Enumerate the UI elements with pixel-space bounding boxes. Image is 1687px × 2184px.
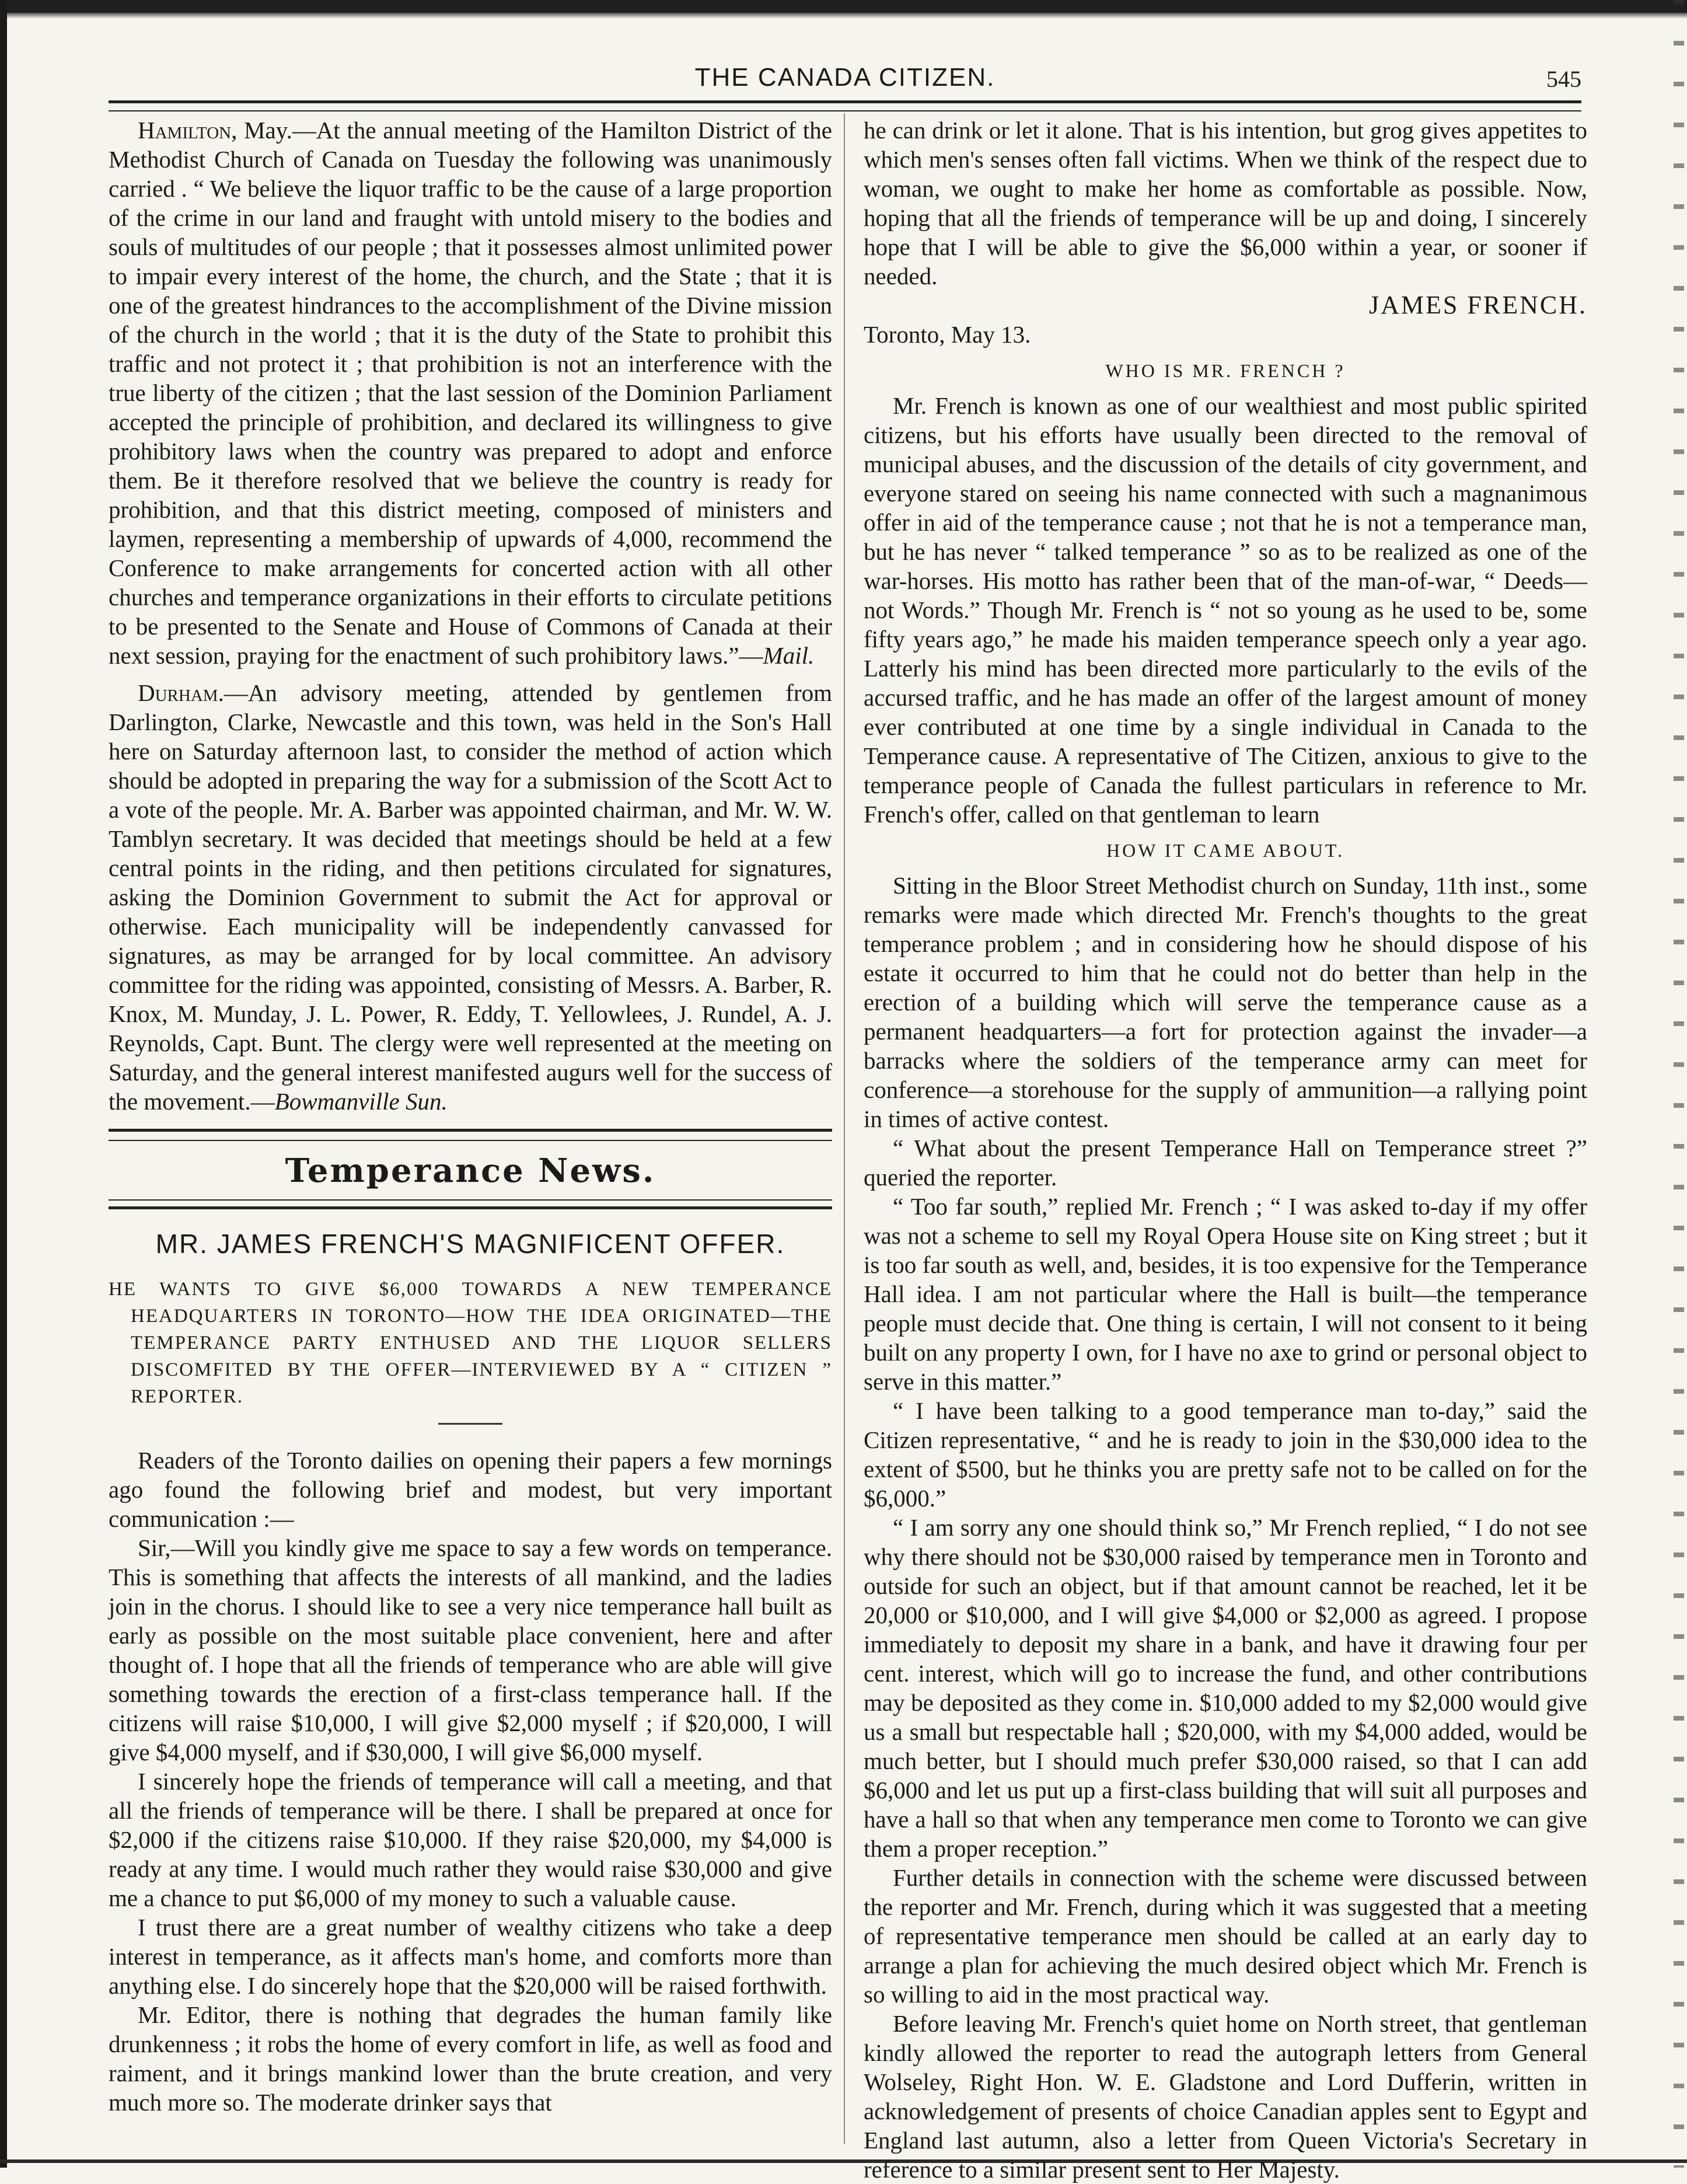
scan-top-shadow — [0, 13, 1687, 19]
section-rule-top — [109, 1129, 832, 1141]
subhead-who-is: WHO IS MR. FRENCH ? — [1105, 360, 1346, 381]
durham-paragraph — [109, 678, 832, 1116]
paragraph-lead: Durham — [138, 679, 218, 706]
letter-continuation: he can drink or let it alone. That is his intention, but grog gives appetites to which men's senses often fall victims. When we think of the respect due to woman, we ought to make her home as comfortable as possible. Now, hoping that all the friends of temperance will be up and doing, I sincerely hope that I will be able to give the $6,000 within a year, or sooner if needed. — [864, 117, 1587, 289]
subhead-how-it-came: HOW IT CAME ABOUT. — [1106, 840, 1344, 861]
header-double-rule — [109, 100, 1581, 111]
paragraph-source: Mail. — [763, 642, 815, 669]
body-paragraph: Sitting in the Bloor Street Methodist church on Sunday, 11th inst., some remarks were made which directed Mr. French's thoughts to the great temperance problem ; and in considering how he should dispose of his estate it occurred to him that he could not do better than help in the erection of a building which will serve the temperance cause as a permanent headquarters—a fort for protection against the invader—a barracks where the soldiers of the temperance army can meet for conference—a storehouse for the supply of ammunition—a rallying point in times of active contest. — [864, 872, 1587, 1132]
letter-paragraph: Mr. Editor, there is nothing that degrades the human family like drunkenness ; it robs the home of every comfort in life, as well as food and raiment, and it brings mankind lower than the brute creation, and very much more so. The moderate drinker says that — [109, 2001, 832, 2116]
hamilton-paragraph — [109, 116, 832, 670]
scan-right-edge — [1674, 0, 1684, 2168]
page-number: 545 — [1546, 66, 1581, 92]
body-paragraph: Further details in connection with the scheme were discussed between the reporter and Mr. French, during which it was suggested that a meeting of representative temperance men should be called at an early day to arrange a plan for achieving the much desired object which Mr. French is so willing to aid in the most practical way. — [864, 1864, 1587, 2008]
left-column — [109, 116, 832, 2117]
letter-paragraph: I trust there are a great number of wealthy citizens who take a deep interest in temperance, as it affects man's home, and comforts more than anything else. I do sincerely hope that the $20,000 will be raised forthwith. — [109, 1914, 832, 1999]
body-paragraph: Before leaving Mr. French's quiet home on North street, that gentleman kindly allowed the reporter to read the autograph letters from General Wolseley, Right Hon. W. E. Gladstone and Lord Dufferin, written in acknowledgement of presents of choice Canadian apples sent to Egypt and England last autumn, also a letter from Queen Victoria's Secretary in reference to a similar present sent to Her Majesty. — [864, 2010, 1587, 2183]
journal-title: THE CANADA CITIZEN. — [694, 63, 996, 92]
body-paragraph: Mr. French is known as one of our wealthiest and most public spirited citizens, but his efforts have usually been directed to the removal of municipal abuses, and the discussion of the details of city government, and everyone stared on seeing his name connected with such a magnanimous offer in aid of the temperance cause ; not that he is not a temperance man, but he has never “ talked temperance ” so as to be realized as one of the war-horses. His motto has rather been that of the man-of-war, “ Deeds—not Words.” Though Mr. French is “ not so young as he used to be, some fifty years ago,” he made his maiden temperance speech only a year ago. Latterly his mind has been directed more particularly to the evils of the accursed traffic, and he has made an offer of the largest amount of money ever contributed at one time by a single individual in Canada to the Temperance cause. A representative of The Citizen, anxious to give to the temperance people of Canada the fullest particulars in reference to Mr. French's offer, called on that gentleman to learn — [864, 392, 1587, 828]
article-deck: HE WANTS TO GIVE $6,000 TOWARDS A NEW TEMPERANCE HEADQUARTERS IN TORONTO—HOW THE IDEA ORIGINATED—THE TEMPERANCE PARTY ENTHUSED AND THE LIQUOR SELLERS DISCOMFITED BY THE OFFER—INTERVIEWED BY A “ CITIZEN ” REPORTER. — [109, 1279, 832, 1407]
body-paragraph: “ I am sorry any one should think so,” Mr French replied, “ I do not see why there should not be $30,000 raised by temperance men in Toronto and outside for such an object, but if that amount cannot be reached, let it be 20,000 or $10,000, and I will give $4,000 or $2,000 as agreed. I propose immediately to deposit my share in a bank, and have it drawing four per cent. interest, which will go to increase the fund, and other contributions may be deposited as they come in. $10,000 added to my $2,000 would give us a small but respectable hall ; $20,000, with my $4,000 added, would be much better, but I should much prefer $30,000 raised, so that I can add $6,000 and let us put up a first-class building that will suit all purposes and have a hall so that when any temperance men come to Toronto we can give them a proper reception.” — [864, 1514, 1587, 1862]
body-paragraph: “ I have been talking to a good temperance man to-day,” said the Citizen representative, “ and he is ready to join in the $30,000 idea to the extent of $500, but he thinks you are pretty safe not to be called on for the $6,000.” — [864, 1397, 1587, 1512]
letter-paragraph: Sir,—Will you kindly give me space to say a few words on temperance. This is something that affects the interests of all mankind, and the ladies join in the chorus. I should like to see a very nice temperance hall built as early as possible on the most suitable place convenient, here and after thought of. I hope that all the friends of temperance who are able will give something towards the erection of a first-class temperance hall. If the citizens will raise $10,000, I will give $2,000 myself ; if $20,000, I will give $4,000 myself, and if $30,000, I will give $6,000 myself. — [109, 1534, 832, 1766]
section-rule-bottom — [109, 1199, 832, 1209]
scan-left-edge — [0, 0, 7, 2168]
paragraph-source: Bowmanville Sun. — [274, 1088, 448, 1115]
running-head — [109, 63, 1581, 104]
article-title: MR. JAMES FRENCH'S MAGNIFICENT OFFER. — [155, 1229, 785, 1259]
column-divider — [844, 113, 845, 2144]
letter-paragraph: I sincerely hope the friends of temperance will call a meeting, and that all the friends of temperance will be there. I shall be prepared at once for $2,000 if the citizens raise $10,000. If they raise $20,000, my $4,000 is ready at any time. I would much rather they would raise $30,000 and give me a chance to put $6,000 of my money to such a valuable cause. — [109, 1768, 832, 1911]
deck-separator — [438, 1423, 502, 1425]
letter-signature: JAMES FRENCH. — [1369, 291, 1587, 319]
body-paragraph: “ What about the present Temperance Hall on Temperance street ?” queried the reporter. — [864, 1135, 1587, 1191]
paragraph-lead: Hamilton — [138, 117, 232, 144]
section-title: Temperance News. — [285, 1152, 656, 1190]
body-paragraph: Readers of the Toronto dailies on opening their papers a few mornings ago found the following brief and modest, but very important communication :— — [109, 1447, 832, 1532]
paragraph-text: .—An advisory meeting, attended by gentlemen from Darlington, Clarke, Newcastle and this town, was held in the Son's Hall here on Saturday afternoon last, to consider the method of action which should be adopted in preparing the way for a submission of the Scott Act to a vote of the people. Mr. A. Barber was appointed chairman, and Mr. W. W. Tamblyn secretary. It was decided that meetings should be held at a few central points in the riding, and then petitions circulated for signatures, asking the Dominion Government to submit the Act for approval or otherwise. Each municipality will be independently canvassed for signatures, as may be arranged for by local committee. An advisory committee for the riding was appointed, consisting of Messrs. A. Barber, R. Knox, M. Munday, J. L. Power, R. Eddy, T. Yellowlees, J. Rundel, A. J. Reynolds, Capt. Bunt. The clergy were well represented at the meeting on Saturday, and the general interest manifested augurs well for the success of the movement.— — [109, 679, 832, 1115]
right-column — [864, 116, 1587, 2184]
body-paragraph: “ Too far south,” replied Mr. French ; “ I was asked to-day if my offer was not a scheme to sell my Royal Opera House site on King street ; but it is too far south as well, and, besides, it is too expensive for the Temperance Hall idea. I am not particular where the Hall is built—the temperance people must decide that. One thing is certain, I will not consent to it being built on any property I own, for I have no axe to grind or personal object to serve in this matter.” — [864, 1193, 1587, 1395]
scan-top-edge — [0, 0, 1687, 13]
letter-dateline: Toronto, May 13. — [864, 321, 1031, 348]
paragraph-text: , May.—At the annual meeting of the Hamilton District of the Methodist Church of Canada on Tuesday the following was unanimously carried . “ We believe the liquor traffic to be the cause of a large proportion of the crime in our land and fraught with untold misery to the bodies and souls of multitudes of our people ; that it possesses almost unlimited power to impair every interest of the home, the church, and the State ; that it is one of the greatest hindrances to the accomplishment of the Divine mission of the church in the world ; that it is the duty of the State to prohibit this traffic and not protect it ; that prohibition is not an interference with the true liberty of the citizen ; that the last session of the Dominion Parliament accepted the principle of prohibition, and declared its willingness to give prohibitory laws when the country was prepared to adopt and enforce them. Be it therefore resolved that we believe the country is ready for prohibition, and that this district meeting, composed of ministers and laymen, representing a membership of upwards of 4,000, recommend the Conference to make arrangements for concerted action with all other churches and temperance organizations in their efforts to circulate petitions to be presented to the Senate and House of Commons of Canada at their next session, praying for the enactment of such prohibitory laws.”— — [109, 117, 832, 669]
